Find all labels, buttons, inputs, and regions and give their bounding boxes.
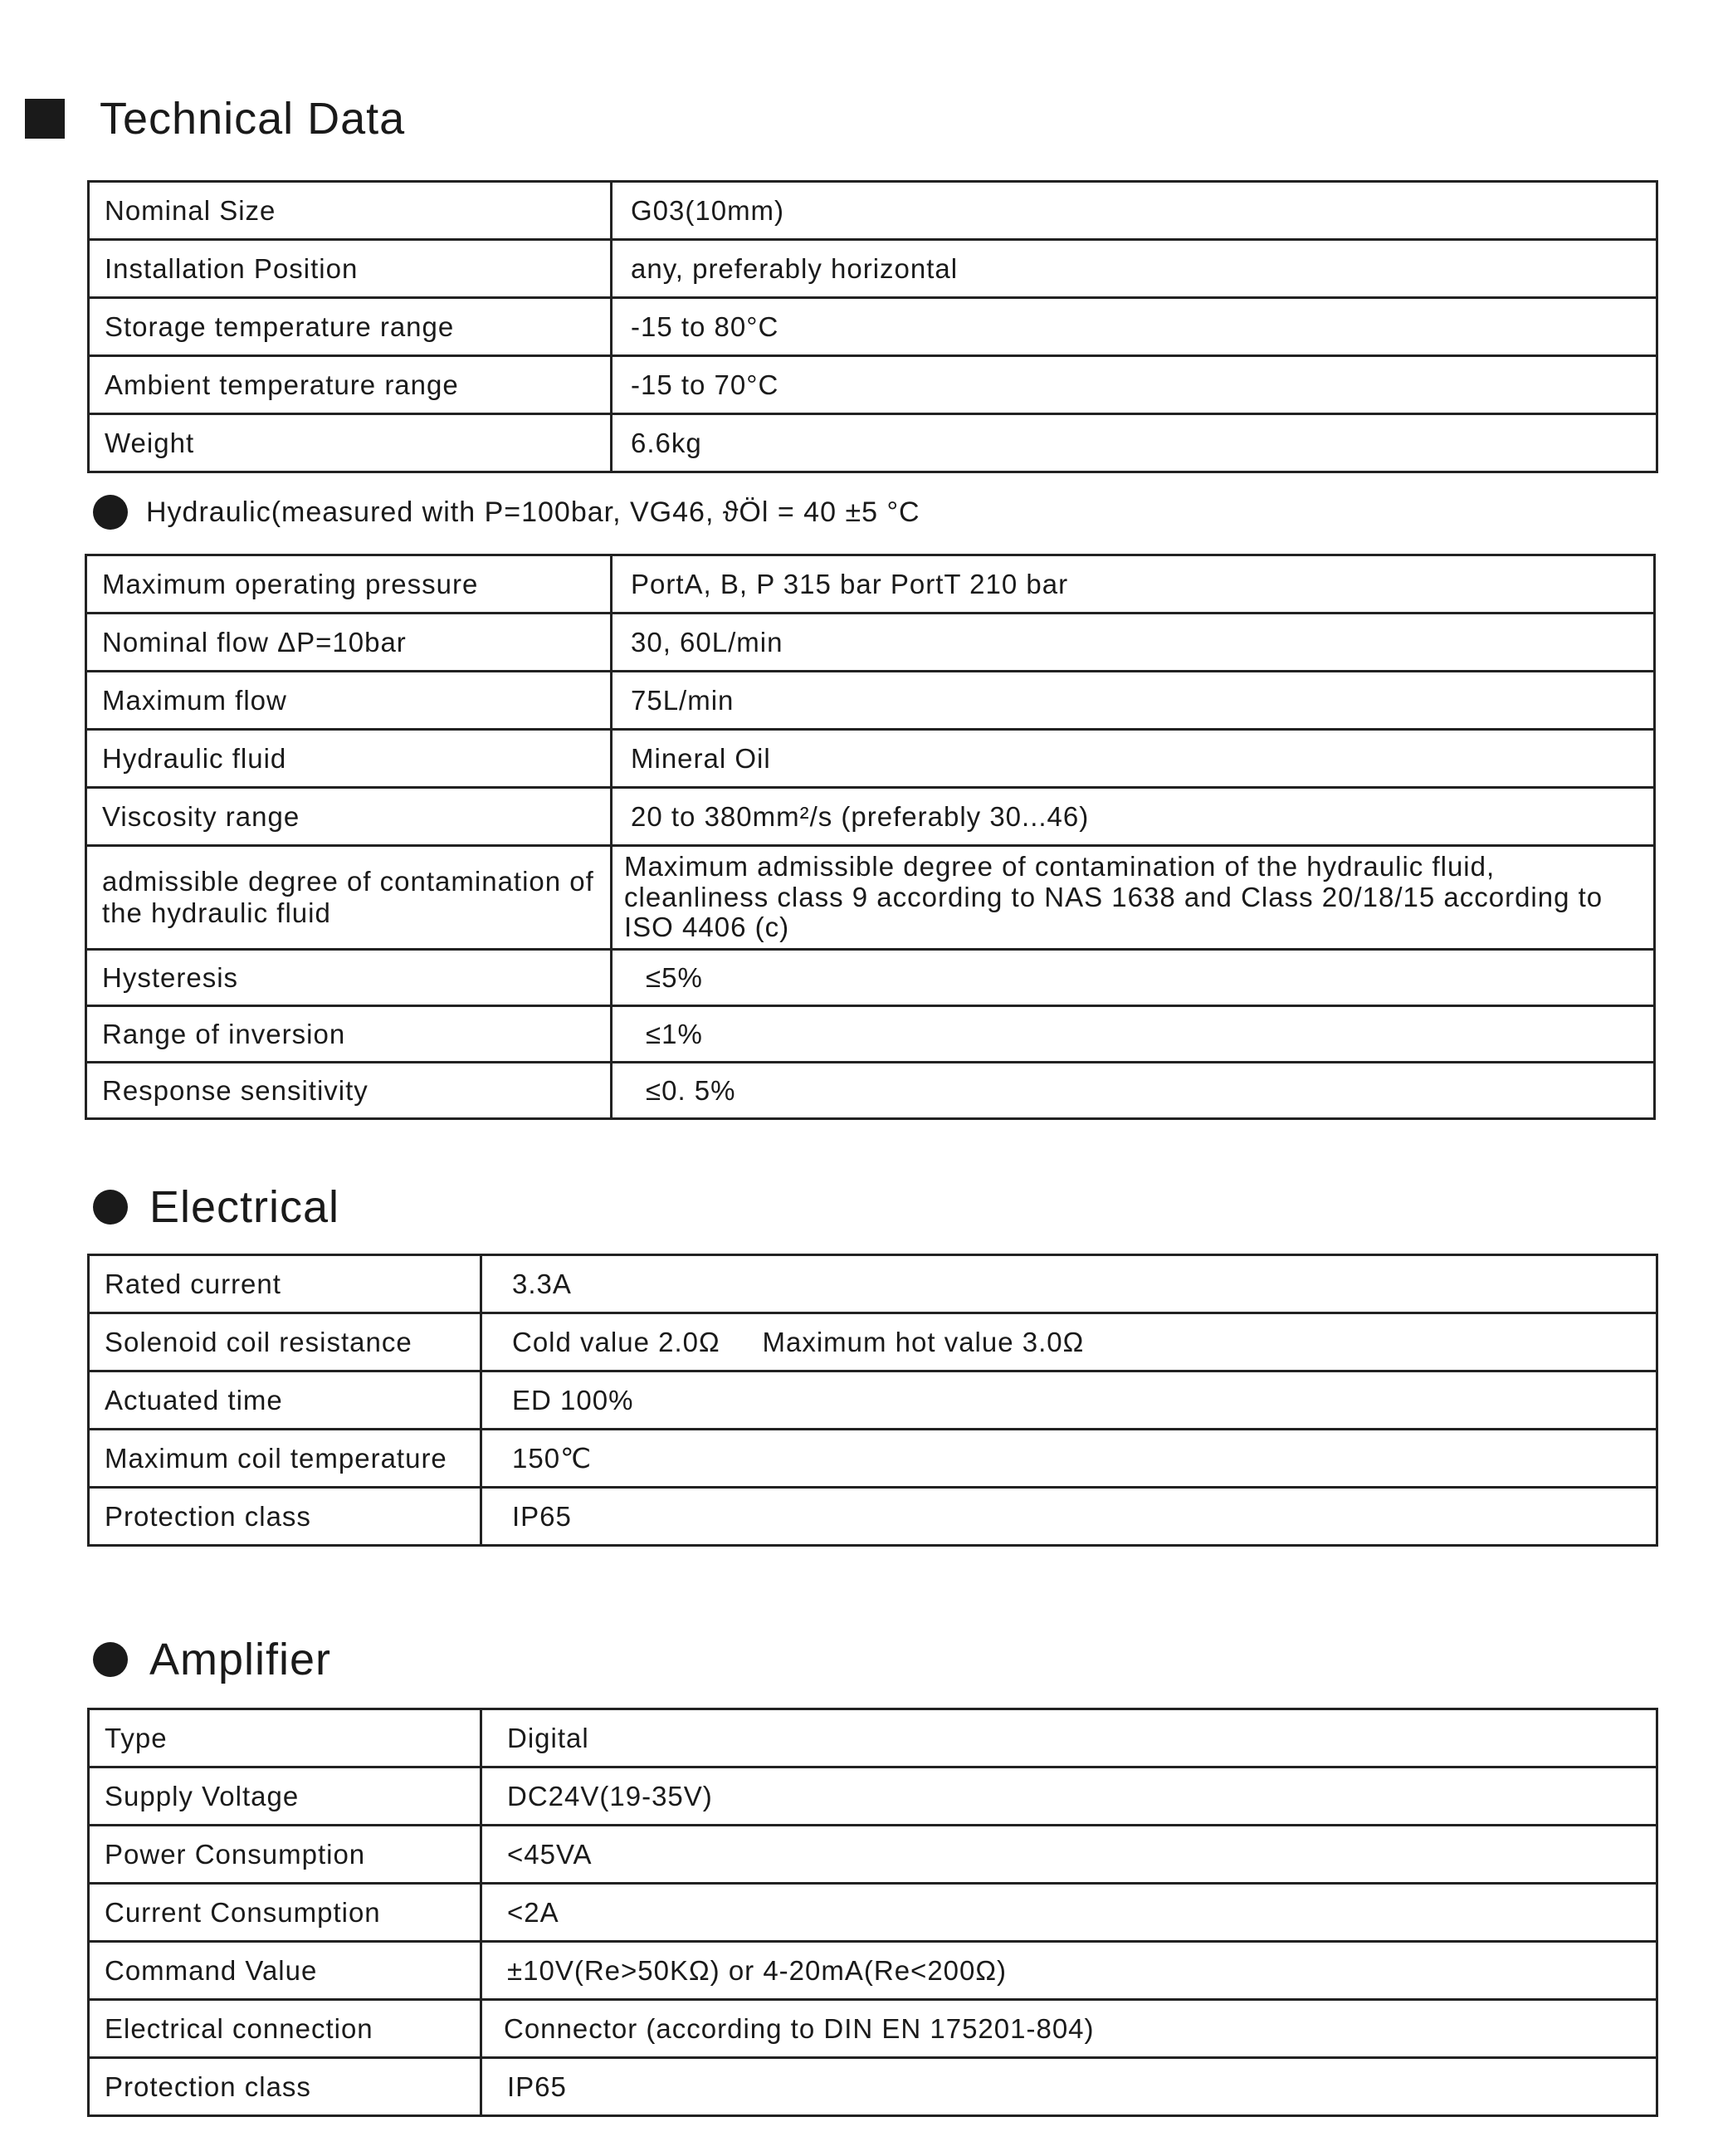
row-label: Protection class [89, 1488, 481, 1546]
electrical-heading [93, 1181, 339, 1233]
row-label: Electrical connection [89, 2000, 481, 2058]
row-value: IP65 [481, 2058, 1657, 2116]
row-value: 75L/min [612, 672, 1655, 730]
row-label: Maximum operating pressure [86, 555, 612, 614]
row-value: Cold value 2.0Ω Maximum hot value 3.0Ω [481, 1313, 1657, 1371]
row-label: Response sensitivity [86, 1063, 612, 1119]
row-value: DC24V(19-35V) [481, 1767, 1657, 1826]
table-row [89, 240, 1657, 298]
page-title [25, 90, 405, 148]
row-value: IP65 [481, 1488, 1657, 1546]
row-value: <2A [481, 1884, 1657, 1942]
row-value: ED 100% [481, 1371, 1657, 1430]
table-row [89, 298, 1657, 356]
table-row [89, 1488, 1657, 1546]
row-label: Viscosity range [86, 788, 612, 846]
row-label: Nominal Size [89, 182, 612, 240]
row-value: Maximum admissible degree of contamination of the hydraulic fluid, cleanliness class 9 according to NAS 1638 and Class 20/18/15 according to ISO 4406 (c) [612, 846, 1655, 950]
row-label: Storage temperature range [89, 298, 612, 356]
row-label: Hydraulic fluid [86, 730, 612, 788]
general-data-table [87, 180, 1658, 473]
table-row [89, 1255, 1657, 1313]
table-row [89, 1884, 1657, 1942]
row-label: Nominal flow ΔP=10bar [86, 614, 612, 672]
row-value: Mineral Oil [612, 730, 1655, 788]
row-value: 6.6kg [612, 414, 1657, 472]
row-label: Type [89, 1709, 481, 1767]
row-value: ±10V(Re>50KΩ) or 4-20mA(Re<200Ω) [481, 1942, 1657, 2000]
row-value: 20 to 380mm²/s (preferably 30...46) [612, 788, 1655, 846]
row-label: Maximum flow [86, 672, 612, 730]
table-row [86, 788, 1655, 846]
row-value: Digital [481, 1709, 1657, 1767]
row-value: 30, 60L/min [612, 614, 1655, 672]
table-row [89, 2000, 1657, 2058]
row-value: 3.3A [481, 1255, 1657, 1313]
row-value: -15 to 80°C [612, 298, 1657, 356]
row-label: Command Value [89, 1942, 481, 2000]
row-label: Weight [89, 414, 612, 472]
row-value: any, preferably horizontal [612, 240, 1657, 298]
row-value: G03(10mm) [612, 182, 1657, 240]
table-row [86, 614, 1655, 672]
row-value: PortA, B, P 315 bar PortT 210 bar [612, 555, 1655, 614]
table-row [86, 950, 1655, 1006]
table-row [89, 1371, 1657, 1430]
hydraulic-data-table [85, 554, 1656, 1120]
amplifier-data-table [87, 1708, 1658, 2117]
row-value: ≤5% [612, 950, 1655, 1006]
circle-bullet-icon [93, 1642, 128, 1677]
table-row [86, 1063, 1655, 1119]
row-label: Protection class [89, 2058, 481, 2116]
row-label: Current Consumption [89, 1884, 481, 1942]
table-row [89, 356, 1657, 414]
table-row [89, 182, 1657, 240]
page-title-text: Technical Data [100, 94, 406, 144]
electrical-data-table [87, 1254, 1658, 1547]
row-label: admissible degree of contamination of the hydraulic fluid [86, 846, 612, 950]
row-value: -15 to 70°C [612, 356, 1657, 414]
table-row [89, 1430, 1657, 1488]
amplifier-heading [93, 1634, 331, 1685]
row-label: Ambient temperature range [89, 356, 612, 414]
row-label: Hysteresis [86, 950, 612, 1006]
table-row [89, 414, 1657, 472]
row-value: 150℃ [481, 1430, 1657, 1488]
row-label: Installation Position [89, 240, 612, 298]
table-row [86, 730, 1655, 788]
row-label: Maximum coil temperature [89, 1430, 481, 1488]
row-label: Range of inversion [86, 1006, 612, 1063]
table-row [89, 1767, 1657, 1826]
table-row [89, 2058, 1657, 2116]
table-row [86, 555, 1655, 614]
amplifier-heading-text: Amplifier [149, 1635, 332, 1684]
table-row [89, 1942, 1657, 2000]
row-label: Power Consumption [89, 1826, 481, 1884]
hydraulic-heading-text: Hydraulic(measured with P=100bar, VG46, ϑÖl = 40 ±5 °C [146, 496, 920, 528]
row-label: Actuated time [89, 1371, 481, 1430]
row-value: ≤1% [612, 1006, 1655, 1063]
hydraulic-heading [93, 495, 920, 530]
square-bullet-icon [25, 99, 65, 139]
table-row [86, 846, 1655, 950]
electrical-heading-text: Electrical [149, 1182, 340, 1232]
row-value: <45VA [481, 1826, 1657, 1884]
row-value: ≤0. 5% [612, 1063, 1655, 1119]
table-row [89, 1826, 1657, 1884]
circle-bullet-icon [93, 495, 128, 530]
table-row [89, 1313, 1657, 1371]
table-row [89, 1709, 1657, 1767]
row-label: Solenoid coil resistance [89, 1313, 481, 1371]
circle-bullet-icon [93, 1190, 128, 1225]
row-label: Supply Voltage [89, 1767, 481, 1826]
row-label: Rated current [89, 1255, 481, 1313]
table-row [86, 1006, 1655, 1063]
row-value: Connector (according to DIN EN 175201-804) [481, 2000, 1657, 2058]
table-row [86, 672, 1655, 730]
